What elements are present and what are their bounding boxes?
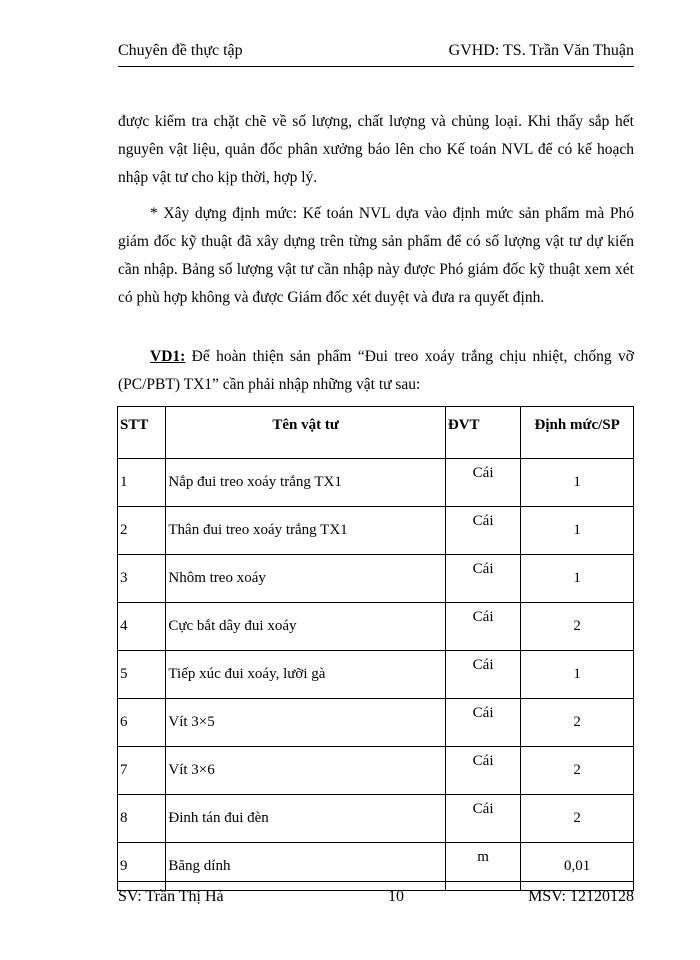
header-quota: Định mức/SP	[521, 407, 634, 459]
row-stt: 9	[118, 843, 166, 891]
row-stt: 7	[118, 747, 166, 795]
row-qty: 2	[521, 795, 634, 843]
row-stt: 4	[118, 603, 166, 651]
row-stt: 2	[118, 507, 166, 555]
row-unit: Cái	[445, 795, 520, 843]
row-name: Cực bắt dây đui xoáy	[166, 603, 445, 651]
row-unit: Cái	[445, 459, 520, 507]
example-text: Để hoàn thiện sản phẩm “Đui treo xoáy trắng chịu nhiệt, chống vỡ (PC/PBT) TX1” cần phải nhập những vật tư sau:	[118, 348, 634, 393]
row-name: Nắp đui treo xoáy trắng TX1	[166, 459, 445, 507]
header-advisor: GVHD: TS. Trần Văn Thuận	[448, 42, 634, 59]
row-name: Thân đui treo xoáy trắng TX1	[166, 507, 445, 555]
row-qty: 2	[521, 603, 634, 651]
row-unit: Cái	[445, 603, 520, 651]
paragraph-1: được kiểm tra chặt chẽ về số lượng, chất lượng và chủng loại. Khi thấy sắp hết nguyên vật liệu, quản đốc phân xưởng báo lên cho Kế toán NVL để có kế hoạch nhập vật tư cho kịp thời, hợp lý.	[118, 113, 634, 186]
row-qty: 2	[521, 747, 634, 795]
row-qty: 1	[521, 555, 634, 603]
table-row	[118, 459, 634, 507]
row-unit: Cái	[445, 747, 520, 795]
row-qty: 1	[521, 459, 634, 507]
row-stt: 1	[118, 459, 166, 507]
page-number: 10	[388, 888, 404, 905]
row-unit: Cái	[445, 699, 520, 747]
row-name: Vít 3×5	[166, 699, 445, 747]
table-row	[118, 603, 634, 651]
row-name: Đinh tán đui đèn	[166, 795, 445, 843]
materials-table	[117, 406, 634, 891]
row-qty: 1	[521, 651, 634, 699]
paragraph-2: * Xây dựng định mức: Kế toán NVL dựa vào định mức sản phẩm mà Phó giám đốc kỹ thuật đã xây dựng trên từng sản phẩm để có số lượng vật tư dự kiến cần nhập. Bảng số lượng vật tư cần nhập này được Phó giám đốc kỹ thuật xem xét có phù hợp không và được Giám đốc xét duyệt và đưa ra quyết định.	[118, 205, 634, 306]
footer-student: SV: Trần Thị Hà	[118, 888, 224, 905]
header-stt: STT	[118, 407, 166, 459]
row-qty: 1	[521, 507, 634, 555]
page-header	[118, 40, 634, 67]
row-stt: 5	[118, 651, 166, 699]
row-name: Nhôm treo xoáy	[166, 555, 445, 603]
table-row	[118, 699, 634, 747]
table-row	[118, 507, 634, 555]
paragraph-3	[118, 343, 634, 399]
row-name: Băng dính	[166, 843, 445, 891]
row-unit: Cái	[445, 555, 520, 603]
row-qty: 0,01	[521, 843, 634, 891]
row-qty: 2	[521, 699, 634, 747]
row-name: Tiếp xúc đui xoáy, lưỡi gà	[166, 651, 445, 699]
footer-student-id: MSV: 12120128	[528, 888, 634, 905]
row-unit: m	[445, 843, 520, 891]
header-name: Tên vật tư	[166, 407, 445, 459]
table-row	[118, 747, 634, 795]
row-unit: Cái	[445, 651, 520, 699]
header-unit: ĐVT	[445, 407, 520, 459]
row-unit: Cái	[445, 507, 520, 555]
table-header-row	[118, 407, 634, 459]
table-row	[118, 651, 634, 699]
row-stt: 8	[118, 795, 166, 843]
row-stt: 6	[118, 699, 166, 747]
page-footer	[118, 881, 634, 912]
example-label: VD1:	[150, 348, 186, 365]
table-row	[118, 795, 634, 843]
row-stt: 3	[118, 555, 166, 603]
table-row	[118, 555, 634, 603]
row-name: Vít 3×6	[166, 747, 445, 795]
header-title: Chuyên đề thực tập	[118, 42, 243, 59]
